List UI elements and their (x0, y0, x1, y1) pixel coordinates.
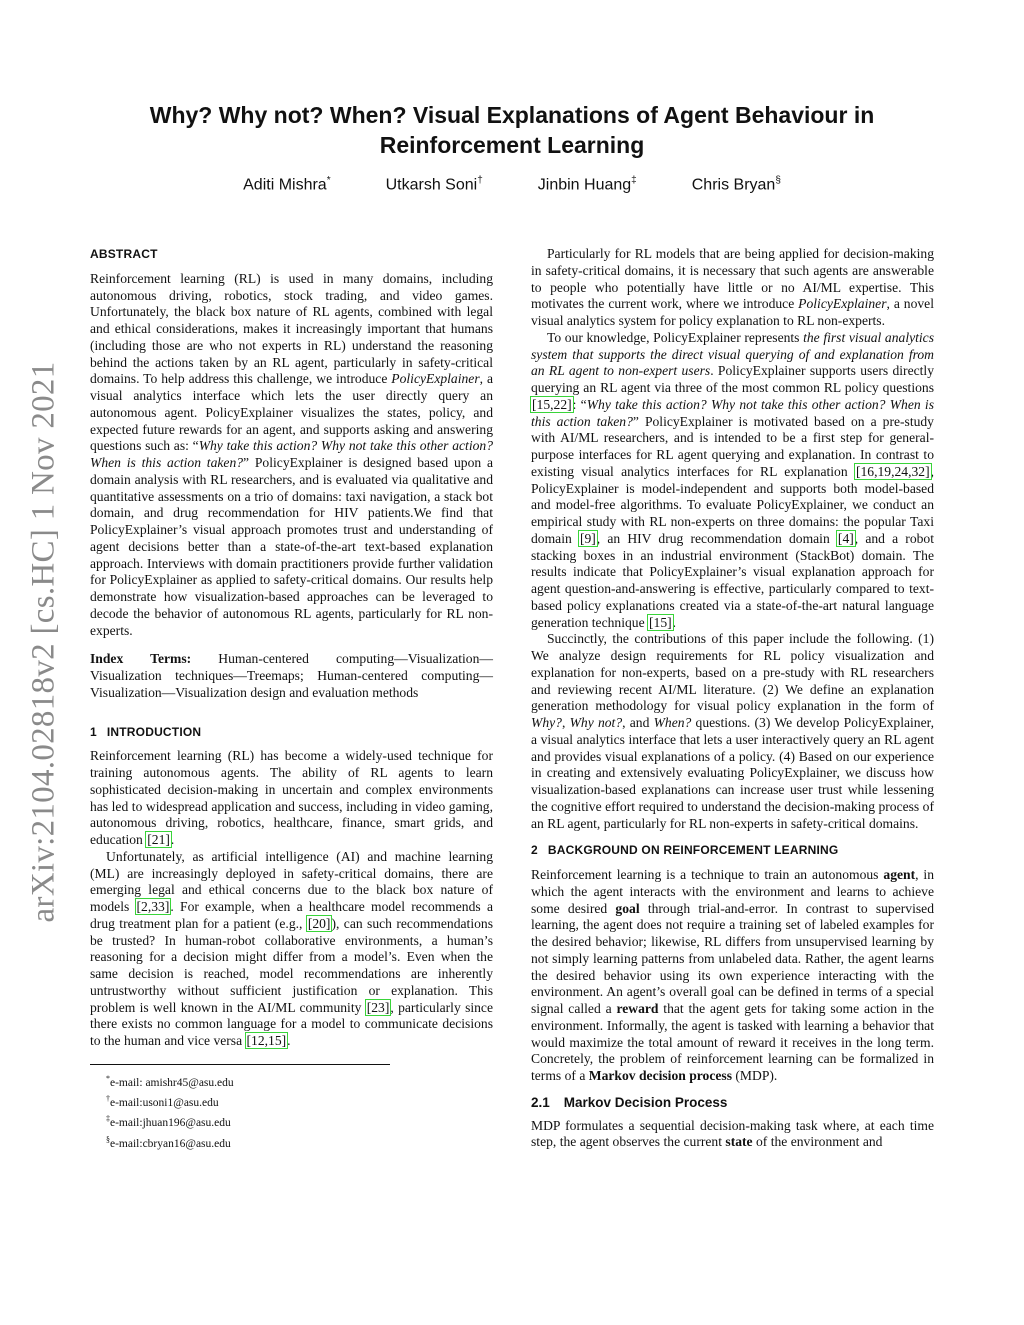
citation-link[interactable]: [4] (837, 530, 854, 546)
author-list (100, 175, 924, 194)
footnote: *e-mail: amishr45@asu.edu (106, 1073, 234, 1089)
index-terms: Index Terms: Human-centered computing—Visualization—Visualization techniques—Treemaps; Human-centered computing—Visualization—Visualization design and evaluation methods (90, 651, 493, 700)
citation-link[interactable]: [15] (649, 614, 672, 630)
title-line-1: Why? Why not? When? Visual Explanations of Agent Behaviour in (149, 102, 875, 128)
citation-link[interactable]: [12,15] (246, 1033, 287, 1048)
footnote-divider (90, 1064, 390, 1065)
author: Chris Bryan§ (691, 175, 781, 194)
author: Jinbin Huang‡ (537, 175, 637, 194)
body-paragraph: Reinforcement learning is a technique to train an autonomous agent, in which the agent interacts with the environment and learns to achieve some desired goal through trial-and-error. In contrast to supervised learning, the agent does not require a training set of labeled examples for the desired behavior; likewise, RL differs from unsupervised learning by not simply learning patterns from unlabeled data. Rather, the agent learns the desired behavior using its own experience interacting with the environment. An agent’s overall goal can be defined in terms of a special signal called a reward that the agent gets for taking some action in the environment. Informally, the agent is tasked with learning a behavior that would maximize the total amount of reward it receives in the long term. Concretely, the problem of reinforcement learning can be formalized in terms of a Markov decision process (MDP). (531, 867, 935, 1083)
abstract-text: Reinforcement learning (RL) is used in many domains, including autonomous driving, robotics, stock trading, and video games. Unfortunately, the black box nature of RL agents, combined with legal and ethical considerations, makes it increasingly important that humans (including those are who not experts in RL) understand the reasoning behind the actions taken by an RL agent, particularly in safety-critical domains. To help address this challenge, we introduce PolicyExplainer, a visual analytics interface which lets the user directly query an autonomous agent. PolicyExplainer visualizes the states, policy, and expected future rewards for an agent, and supports asking and answering questions such as: “Why take this action? Why not take this other action? When is this action taken?” PolicyExplainer is designed based upon a domain analysis with RL researchers, and is evaluated via qualitative and quantitative assessments on a trio of domains: taxi navigation, a stack bot domain, and drug recommendation for HIV patients.We find that PolicyExplainer’s visual approach promotes trust and understanding of agent decisions better than a state-of-the-art text-based explanation approach. Interviews with domain practitioners provide further validation for PolicyExplainer as applied to safety-critical domains. Our results help demonstrate how visualization-based approaches can be leveraged to decode the behavior of autonomous RL agents, particularly for RL non-experts. (90, 270, 493, 638)
background-heading: 2 BACKGROUND ON REINFORCEMENT LEARNING (531, 843, 839, 858)
citation-link[interactable]: [23] (366, 999, 390, 1015)
paper-title (100, 100, 924, 160)
title-line-2: Reinforcement Learning (379, 132, 645, 158)
body-paragraph: To our knowledge, PolicyExplainer represents the first visual analytics system that supports the direct visual querying of and explanation from an RL agent to non-expert users. PolicyExplainer supports users directly querying an RL agent via three of the most common RL policy questions [15,22]: “Why take this action? Why not take this other action? When is this action taken?” PolicyExplainer is motivated based on a pre-study with AI/ML researchers, and is intended to be a first step for general-purpose interfaces for RL agent querying and explanation. In contrast to existing visual analytics interfaces for RL explanation [16,19,24,32], PolicyExplainer is model-independent and supports both model-based and model-free algorithms. To evaluate PolicyExplainer, we conduct an empirical study with RL non-experts on three domains: the popular Taxi domain [9], an HIV drug recommendation domain [4], and a robot stacking boxes in an industrial environment (StackBot) domain. The results indicate that PolicyExplainer’s visual explanation approach for agent question-and-answering is effective, particularly compared to text-based policy explanations created via a state-of-the-art natural language generation technique [15]. (531, 329, 935, 630)
intro-paragraph: Unfortunately, as artificial intelligence (AI) and machine learning (ML) are increasingly deployed in safety-critical domains, there are emerging legal and ethical concerns due to the black box nature of models [2,33]. For example, when a healthcare model recommends a drug treatment plan for a patient (e.g., [20]), can such recommendations be trusted? In human-robot collaborative environments, a human’s reasoning for a decision might differ from a model’s. Even when the same decision is reached, model recommendations are inherently untrustworthy without sufficient justification or explanation. This problem is well known in the AI/ML community [23], particularly since there exists no common language for a model to communicate decisions to the human and vice versa [12,15]. (90, 848, 494, 1048)
citation-link[interactable]: [15,22] (532, 396, 572, 412)
footnote: ‡e-mail:jhuan196@asu.edu (106, 1114, 231, 1130)
footnote: §e-mail:cbryan16@asu.edu (106, 1134, 231, 1150)
body-paragraph: MDP formulates a sequential decision-making task where, at each time step, the agent observes the current state of the environment and (531, 1117, 934, 1150)
body-paragraph: Succinctly, the contributions of this paper include the following. (1) We analyze design requirements for RL policy visualization and explanation for non-experts, based on a pre-study with RL researchers and reviewing recent AI/ML literature. (2) We define an explanation generation methodology for visual policy explanation in the form of Why?, Why not?, and When? questions. (3) We develop PolicyExplainer, a visual analytics interface that lets a user interactively query an RL agent and provides visual explanations of a policy. (4) Based on our experience in creating and extensively evaluating PolicyExplainer, we discuss how visualization-based explanations can increase user trust while lessening the cognitive effort required to understand the decision-making process of an RL agent, particularly for RL non-experts in safety-critical domains. (531, 631, 935, 831)
right-column (531, 246, 934, 1151)
intro-heading: 1 INTRODUCTION (90, 724, 202, 739)
citation-link[interactable]: [2,33] (136, 899, 170, 914)
mdp-heading: 2.1 Markov Decision Process (531, 1094, 728, 1110)
left-column (90, 246, 493, 1152)
citation-link[interactable]: [21] (147, 832, 170, 847)
intro-paragraph: Reinforcement learning (RL) has become a widely-used technique for training autonomous agents. The ability of RL agents to learn sophisticated decision-making in uncertain and complex environments has led to widespread application and success, including in video gaming, autonomous driving, robotics, healthcare, finance, smart grids, and education [21]. (90, 748, 493, 847)
citation-link[interactable]: [20] (307, 915, 331, 931)
author: Aditi Mishra* (243, 175, 331, 194)
arxiv-identifier: arXiv:2104.02818v2 [cs.HC] 1 Nov 2021 (25, 361, 62, 923)
citation-link[interactable]: [9] (579, 530, 596, 546)
author: Utkarsh Soni† (385, 175, 483, 194)
body-paragraph: Particularly for RL models that are being applied for decision-making in safety-critical domains, it is necessary that such agents are answerable to people who potentially have little or no AI/ML expertise. This motivates the current work, where we introduce PolicyExplainer, a novel visual analytics system for policy explanation to RL non-experts. (531, 246, 934, 328)
abstract-heading: ABSTRACT (90, 247, 158, 261)
footnote: †e-mail:usoni1@asu.edu (106, 1094, 219, 1109)
citation-link[interactable]: [16,19,24,32] (855, 463, 930, 479)
